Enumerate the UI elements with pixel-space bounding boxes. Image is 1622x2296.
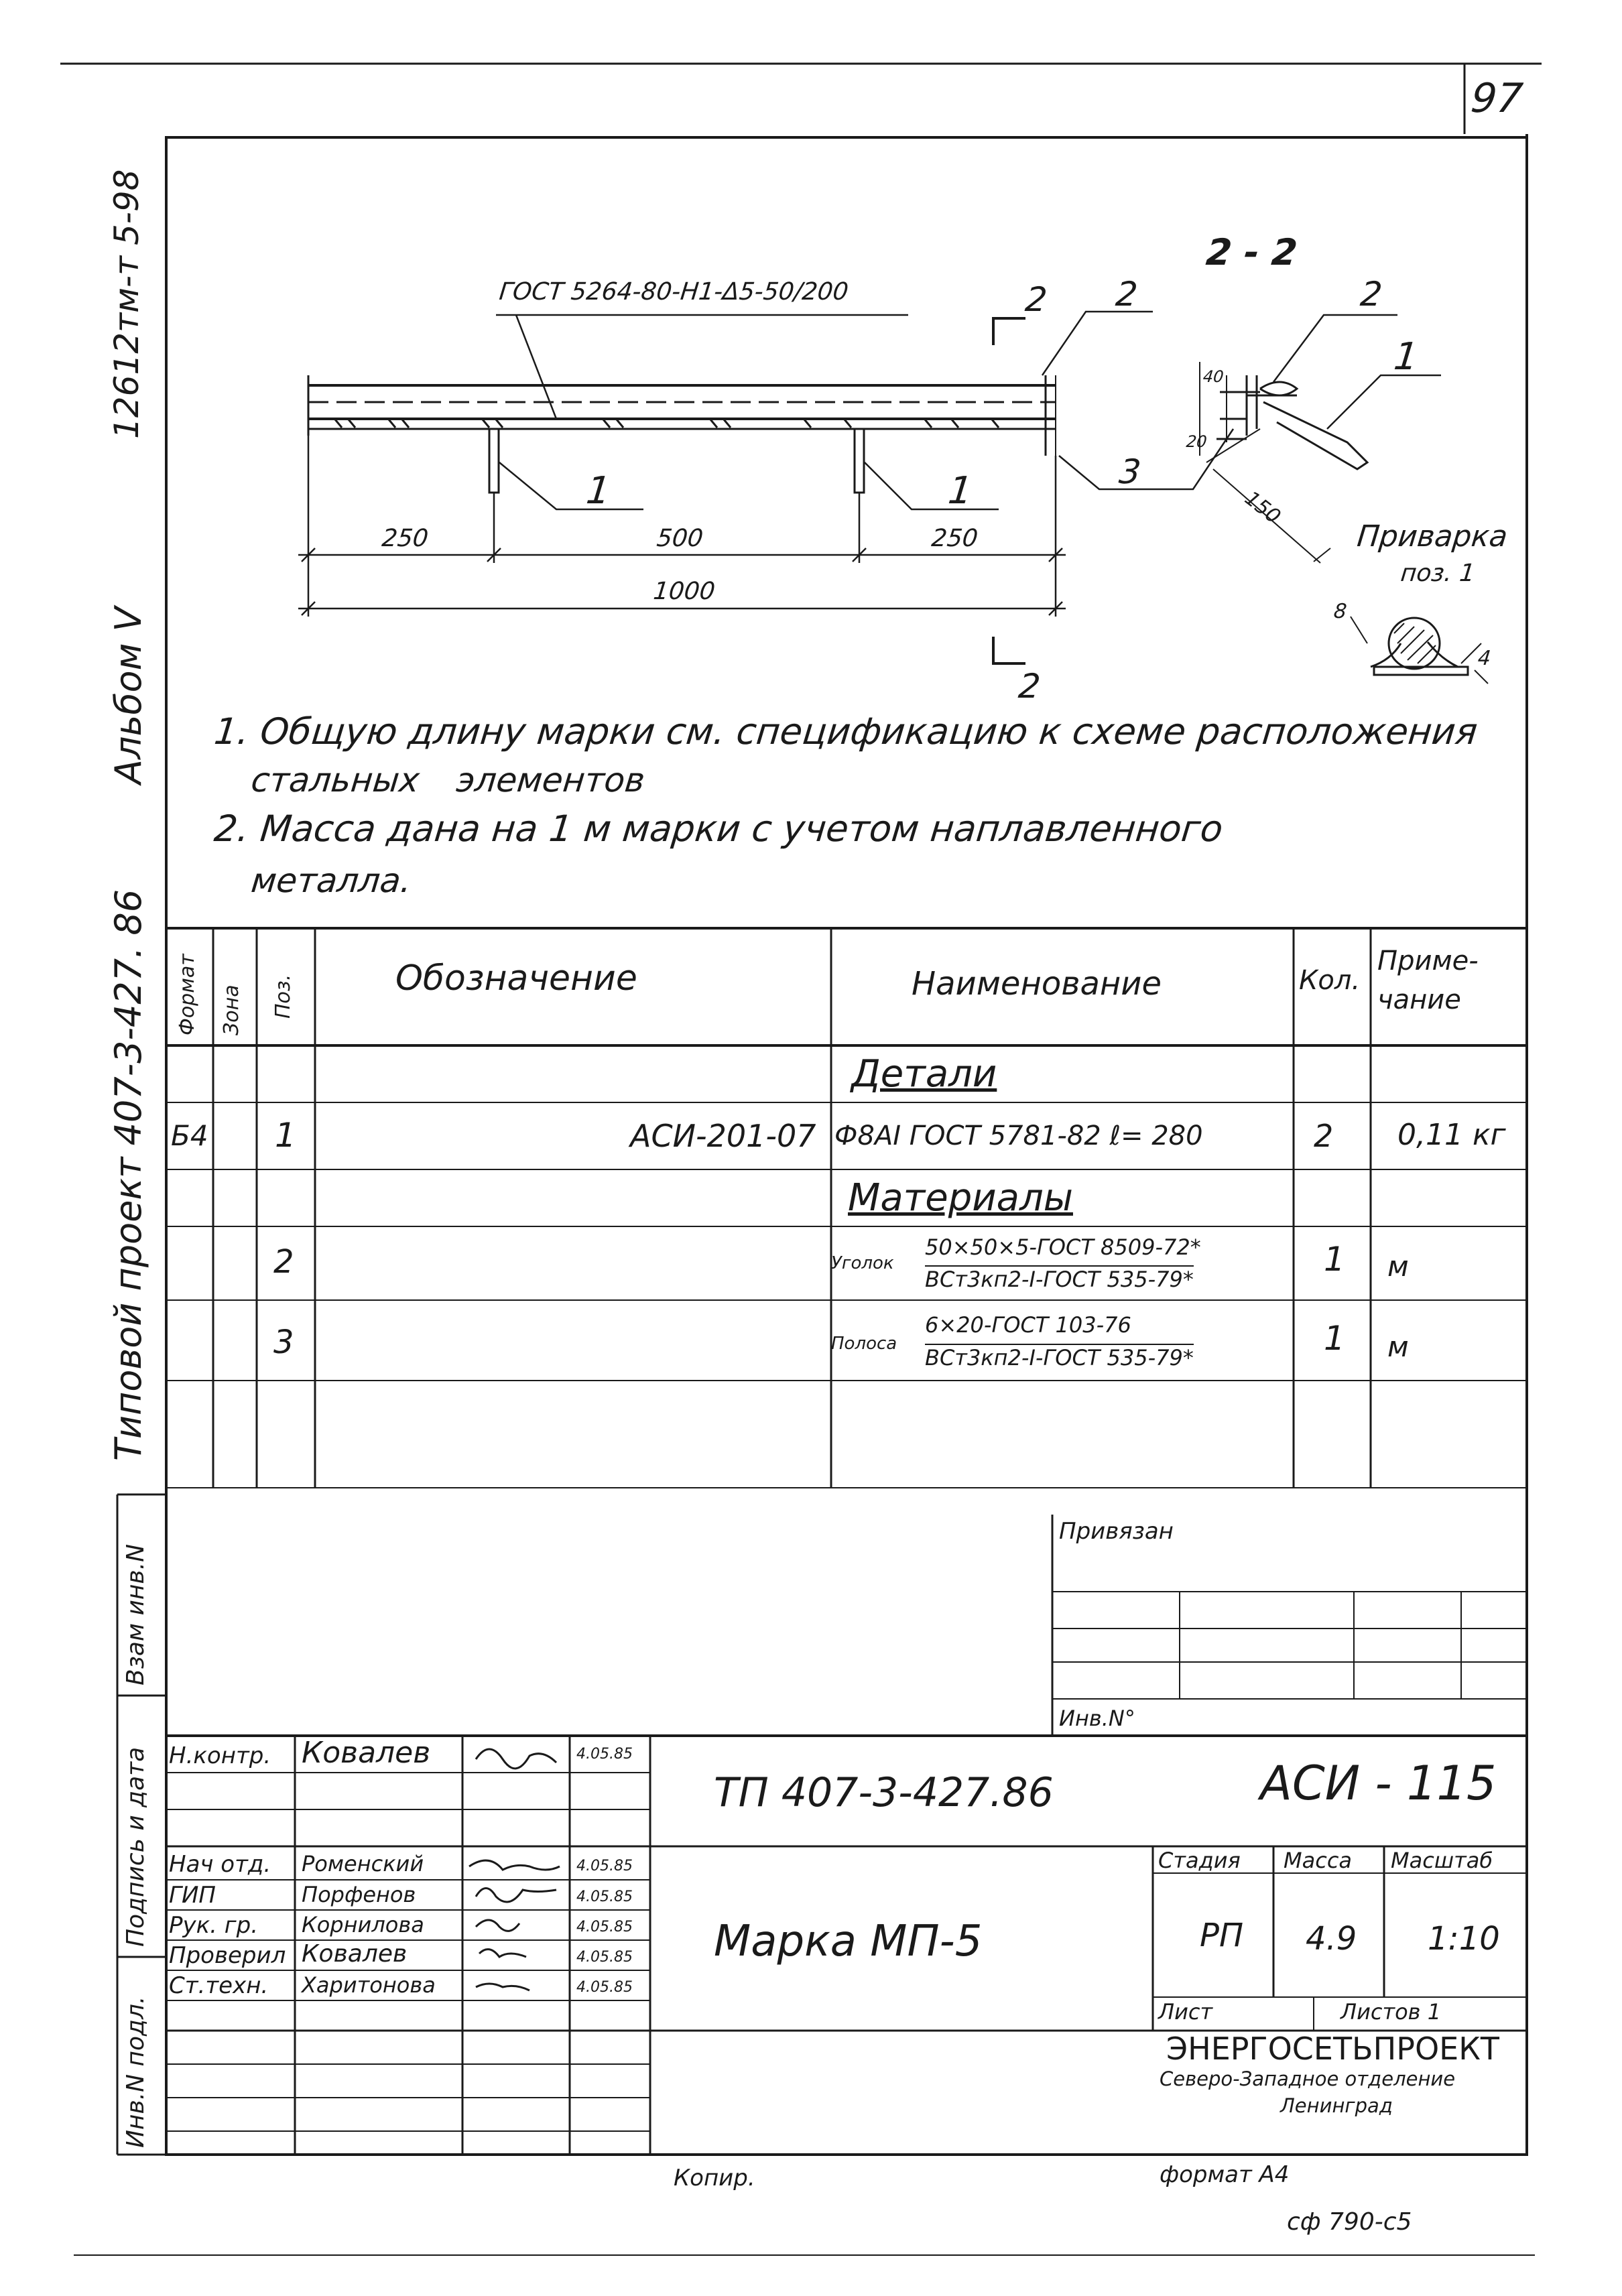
weld-detail [1351,617,1488,684]
tb-role-0: Н.контр. [169,1742,271,1769]
tb-date-0: 4.05.85 [576,1746,633,1763]
note-2-line-2: металла. [249,861,414,900]
tb-name-5: Харитонова [302,1972,436,1998]
tb-name-1: Роменский [302,1851,424,1876]
row1-pos: 1 [275,1116,296,1155]
scale-label: Масштаб [1391,1848,1493,1873]
sheet-label: Лист [1158,1999,1213,2025]
callout-1-section: 1 [1391,335,1421,379]
dim-250-left: 250 [380,525,430,552]
tb-date-1: 4.05.85 [576,1858,633,1874]
album-label: Альбом V [107,607,149,784]
tb-date-3: 4.05.85 [576,1919,633,1935]
tb-date-2: 4.05.85 [576,1889,633,1905]
row1-qty: 2 [1314,1118,1334,1154]
org-name: ЭНЕРГОСЕТЬПРОЕКТ [1166,2031,1499,2067]
dim-20: 20 [1185,432,1208,451]
note-1-line-1: 1. Общую длину марки см. спецификацию к схеме расположения [212,710,1480,753]
dim-500: 500 [655,525,704,552]
hdr-name: Наименование [912,965,1162,1003]
note-2-line-1: 2. Масса дана на 1 м марки с учетом наплавленного [212,808,1225,850]
note-1-line-2: стальных элементов [249,761,647,800]
doc-code: 12612тм-т 5-98 [107,169,146,439]
binding-label: Привязан [1059,1518,1174,1545]
dim-250-right: 250 [930,525,979,552]
tb-role-4: Проверил [169,1942,286,1969]
dim-8: 8 [1332,600,1348,623]
section-title: 2 - 2 [1204,231,1300,273]
row3-qty: 1 [1324,1319,1345,1358]
dimension-lines [298,312,1233,663]
project-code: ТП 407-3-427.86 [714,1769,1054,1816]
row2-name-bottom: ВСт3кп2-I-ГОСТ 535-79* [925,1267,1194,1292]
row2-name-top: 50×50×5-ГОСТ 8509-72* [925,1234,1201,1260]
scale-value: 1:10 [1428,1920,1500,1958]
callout-1-left: 1 [584,469,613,513]
weld-label: Приварка [1355,519,1509,554]
footer-stamp: сф 790-с5 [1287,2208,1412,2236]
stamp-field-vzam-inv: Взам инв.N [122,1543,149,1685]
row2-qty: 1 [1324,1240,1345,1279]
callout-3: 3 [1117,452,1143,491]
hdr-qty: Кол. [1299,965,1361,996]
org-sub-2: Ленинград [1280,2094,1393,2117]
callout-1-right: 1 [946,469,975,513]
tb-role-1: Нач отд. [169,1851,271,1878]
binding-inv: Инв.N° [1059,1706,1135,1731]
hdr-format: Формат [176,954,199,1035]
section-mark-top: 2 [1023,280,1049,319]
row3-pos: 3 [273,1324,294,1361]
footer-copy: Копир. [674,2165,755,2191]
section-materials: Материалы [848,1176,1073,1220]
sheet-code: АСИ - 115 [1260,1756,1497,1811]
weld-label-pos: поз. 1 [1399,560,1477,587]
mass-value: 4.9 [1306,1920,1357,1958]
sheet-number: 97 [1469,75,1525,122]
drawing-title: Марка МП-5 [714,1917,983,1966]
tb-role-2: ГИП [169,1882,216,1909]
org-sub-1: Северо-Западное отделение [1160,2067,1456,2090]
row1-format: Б4 [171,1119,208,1152]
row3-name-top: 6×20-ГОСТ 103-76 [925,1312,1131,1338]
hdr-note: Приме- чание [1377,946,1479,1015]
row1-designation: АСИ-201-07 [630,1118,816,1154]
row3-name-prefix: Полоса [831,1334,897,1354]
hdr-zone: Зона [220,984,243,1035]
row3-name-bottom: ВСт3кп2-I-ГОСТ 535-79* [925,1345,1194,1370]
stage-label: Стадия [1158,1848,1241,1873]
binding-block-grid [1052,1515,1527,1736]
dim-40: 40 [1202,367,1225,386]
spec-table-grid [166,928,1527,1488]
tb-role-3: Рук. гр. [169,1912,259,1939]
stamp-field-inv-podl: Инв.N подл. [122,1996,149,2148]
dim-1000: 1000 [651,578,716,605]
signatures [462,1736,570,2004]
tb-name-4: Ковалев [302,1940,408,1968]
row2-name-prefix: Уголок [831,1253,894,1273]
row1-name: Ф8АI ГОСТ 5781-82 ℓ= 280 [834,1121,1203,1151]
row2-note: м [1387,1250,1409,1283]
tb-date-4: 4.05.85 [576,1949,633,1966]
project-label: Типовой проект 407-3-427. 86 [107,889,149,1461]
stage-value: РП [1200,1917,1244,1954]
tb-name-0: Ковалев [302,1736,431,1770]
row3-note: м [1387,1330,1409,1363]
tb-name-3: Корнилова [302,1912,424,1937]
hdr-pos: Поз. [271,974,295,1019]
stamp-field-sign-date: Подпись и дата [122,1746,149,1947]
row1-note: 0,11 кг [1397,1118,1506,1152]
footer-format: формат А4 [1160,2161,1290,2188]
tb-name-2: Порфенов [302,1882,416,1907]
weld-note: ГОСТ 5264-80-Н1-Δ5-50/200 [497,278,850,306]
section-details: Детали [851,1052,997,1096]
tb-date-5: 4.05.85 [576,1979,633,1996]
dim-4: 4 [1477,647,1492,670]
section-mark-bottom: 2 [1016,667,1042,706]
hdr-designation: Обозначение [395,958,637,999]
tb-role-5: Ст.техн. [169,1972,269,1999]
mass-label: Масса [1284,1848,1353,1873]
callout-2-section: 2 [1358,275,1384,314]
dim-150: 150 [1240,487,1285,529]
sheets-label: Листов 1 [1340,1999,1442,2025]
beam-elevation [308,375,1056,493]
row2-pos: 2 [273,1243,294,1281]
callout-2: 2 [1113,275,1139,314]
